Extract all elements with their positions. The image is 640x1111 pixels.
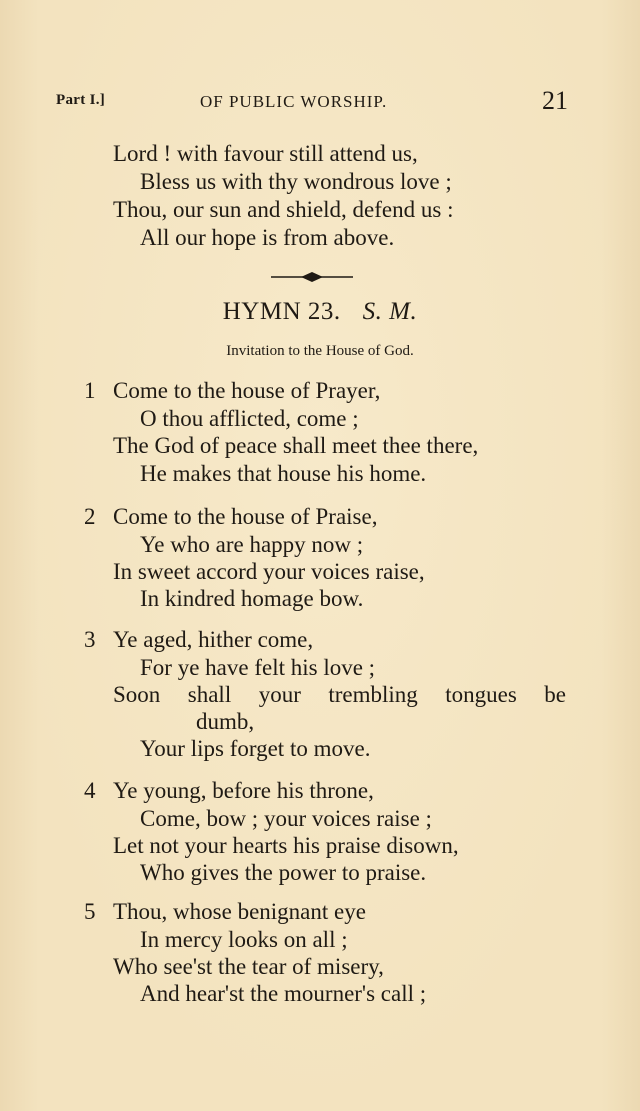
part-label: Part I.] [56, 92, 106, 108]
verse-line: Your lips forget to move. [140, 736, 371, 761]
stanza-number: 2 [84, 504, 96, 529]
stanza-number: 3 [84, 627, 96, 652]
page-header [56, 86, 568, 120]
hymn-title [0, 298, 640, 326]
hymn-subtitle: Invitation to the House of God. [226, 343, 414, 359]
verse-line: All our hope is from above. [140, 225, 395, 250]
verse-line: Soon shall your trembling tongues be [113, 682, 566, 707]
verse-line: The God of peace shall meet thee there, [113, 433, 479, 458]
verse-line: And hear'st the mourner's call ; [140, 981, 427, 1006]
verse-line: Thou, our sun and shield, defend us : [113, 197, 454, 222]
verse-line: Ye who are happy now ; [140, 532, 364, 557]
verse-line: Bless us with thy wondrous love ; [140, 169, 452, 194]
stanza-number: 5 [84, 899, 96, 924]
hymn-meter: S. M. [362, 298, 418, 325]
verse-line: For ye have felt his love ; [140, 655, 376, 680]
verse-line: Who see'st the tear of misery, [113, 954, 384, 979]
verse-line: He makes that house his home. [140, 461, 427, 486]
page-number: 21 [542, 86, 568, 115]
verse-line: Let not your hearts his praise disown, [113, 833, 459, 858]
verse-line: Ye young, before his throne, [113, 778, 374, 803]
verse-line: Lord ! with favour still attend us, [113, 141, 418, 166]
running-title: OF PUBLIC WORSHIP. [200, 92, 388, 111]
verse-line: O thou afflicted, come ; [140, 406, 359, 431]
verse-line: Thou, whose benignant eye [113, 899, 366, 924]
stanza-number: 1 [84, 378, 96, 403]
verse-line-justified [113, 681, 566, 709]
stanza-number: 4 [84, 778, 96, 803]
verse-line: Who gives the power to praise. [140, 860, 427, 885]
verse-line: dumb, [196, 709, 255, 734]
ornament-divider [271, 270, 353, 284]
verse-line: In sweet accord your voices raise, [113, 559, 425, 584]
verse-line: Come to the house of Prayer, [113, 378, 381, 403]
hymn-number: HYMN 23. [222, 298, 341, 325]
verse-line: In kindred homage bow. [140, 586, 364, 611]
verse-line: Come, bow ; your voices raise ; [140, 806, 432, 831]
verse-line: In mercy looks on all ; [140, 927, 348, 952]
verse-line: Come to the house of Praise, [113, 504, 378, 529]
verse-line: Ye aged, hither come, [113, 627, 314, 652]
